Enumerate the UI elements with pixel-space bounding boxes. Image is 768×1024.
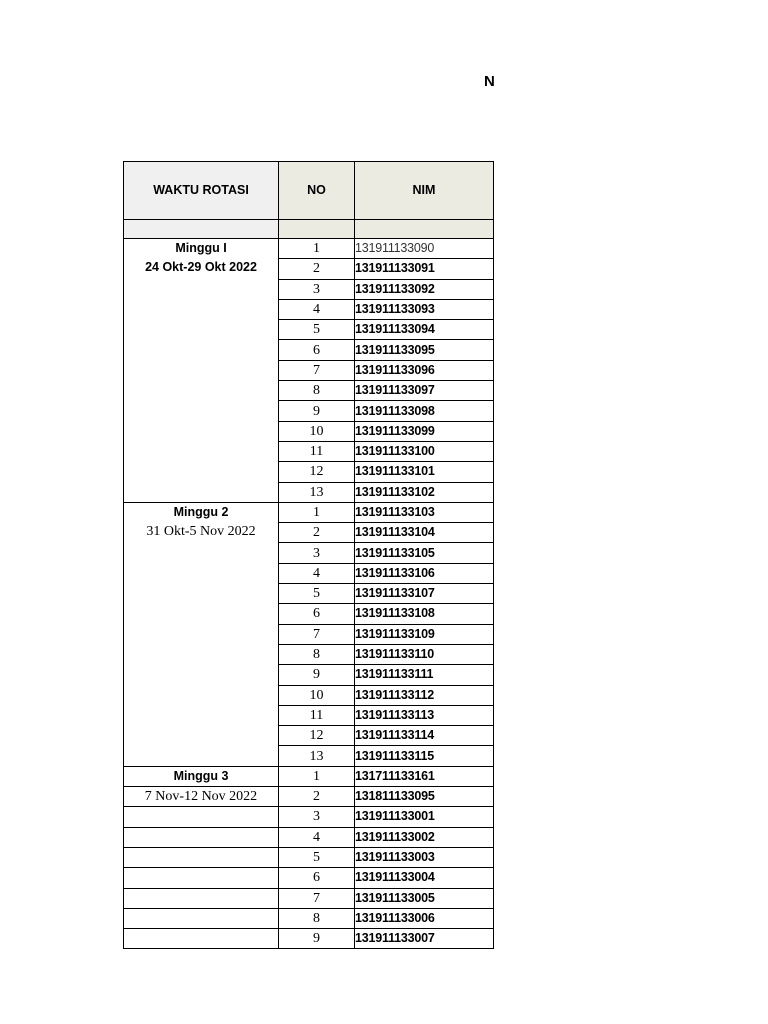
row-number: 3 xyxy=(279,543,355,563)
week-dates: 7 Nov-12 Nov 2022 xyxy=(124,787,279,807)
spacer-row xyxy=(124,220,494,239)
row-nim: 131911133099 xyxy=(355,421,494,441)
page-heading-letter: N xyxy=(484,73,495,90)
row-nim: 131911133108 xyxy=(355,604,494,624)
week-label: Minggu I xyxy=(175,241,227,255)
table-row xyxy=(124,787,494,807)
row-number: 6 xyxy=(279,604,355,624)
week-dates: 31 Okt-5 Nov 2022 xyxy=(146,523,256,539)
row-number: 7 xyxy=(279,360,355,380)
row-nim: 131911133113 xyxy=(355,705,494,725)
row-nim: 131911133003 xyxy=(355,847,494,867)
row-nim: 131911133109 xyxy=(355,624,494,644)
row-nim: 131911133001 xyxy=(355,807,494,827)
table-row xyxy=(124,807,494,827)
table-row xyxy=(124,929,494,949)
row-number: 5 xyxy=(279,584,355,604)
row-nim: 131811133095 xyxy=(355,787,494,807)
row-nim: 131911133106 xyxy=(355,563,494,583)
row-number: 13 xyxy=(279,482,355,502)
row-nim: 131911133100 xyxy=(355,441,494,461)
row-number: 9 xyxy=(279,929,355,949)
row-number: 5 xyxy=(279,320,355,340)
row-number: 4 xyxy=(279,299,355,319)
row-number: 4 xyxy=(279,563,355,583)
week-dates: 24 Okt-29 Okt 2022 xyxy=(145,260,257,274)
row-number: 3 xyxy=(279,279,355,299)
header-waktu-rotasi: WAKTU ROTASI xyxy=(124,162,279,220)
empty-cell xyxy=(124,908,279,928)
rotation-table xyxy=(123,161,494,949)
row-nim: 131911133002 xyxy=(355,827,494,847)
row-number: 12 xyxy=(279,726,355,746)
row-number: 9 xyxy=(279,665,355,685)
row-number: 11 xyxy=(279,705,355,725)
row-nim: 131911133093 xyxy=(355,299,494,319)
week-cell xyxy=(124,239,279,503)
header-no: NO xyxy=(279,162,355,220)
row-number: 8 xyxy=(279,644,355,664)
empty-cell xyxy=(124,888,279,908)
row-nim: 131911133104 xyxy=(355,523,494,543)
row-number: 7 xyxy=(279,888,355,908)
row-nim: 131911133101 xyxy=(355,462,494,482)
empty-cell xyxy=(124,929,279,949)
row-number: 8 xyxy=(279,381,355,401)
row-nim: 131911133005 xyxy=(355,888,494,908)
row-nim: 131911133090 xyxy=(355,239,494,259)
row-nim: 131911133115 xyxy=(355,746,494,766)
row-number: 10 xyxy=(279,421,355,441)
row-number: 6 xyxy=(279,340,355,360)
spacer-cell xyxy=(124,220,279,239)
row-number: 6 xyxy=(279,868,355,888)
row-number: 3 xyxy=(279,807,355,827)
row-number: 5 xyxy=(279,847,355,867)
table-row xyxy=(124,239,494,259)
row-number: 1 xyxy=(279,502,355,522)
row-number: 10 xyxy=(279,685,355,705)
row-number: 13 xyxy=(279,746,355,766)
empty-cell xyxy=(124,847,279,867)
row-nim: 131911133112 xyxy=(355,685,494,705)
table-row xyxy=(124,847,494,867)
row-nim: 131911133006 xyxy=(355,908,494,928)
row-number: 7 xyxy=(279,624,355,644)
table-row xyxy=(124,766,494,786)
row-nim: 131911133105 xyxy=(355,543,494,563)
row-nim: 131911133095 xyxy=(355,340,494,360)
row-nim: 131911133007 xyxy=(355,929,494,949)
week-cell xyxy=(124,766,279,786)
spacer-cell xyxy=(279,220,355,239)
row-nim: 131911133004 xyxy=(355,868,494,888)
header-nim: NIM xyxy=(355,162,494,220)
table-row xyxy=(124,908,494,928)
spacer-cell xyxy=(355,220,494,239)
row-number: 12 xyxy=(279,462,355,482)
row-nim: 131911133092 xyxy=(355,279,494,299)
row-number: 1 xyxy=(279,766,355,786)
row-number: 4 xyxy=(279,827,355,847)
row-nim: 131911133110 xyxy=(355,644,494,664)
table-row xyxy=(124,868,494,888)
table-row xyxy=(124,888,494,908)
row-nim: 131911133098 xyxy=(355,401,494,421)
row-number: 2 xyxy=(279,259,355,279)
week-label: Minggu 3 xyxy=(173,768,229,783)
row-nim: 131911133111 xyxy=(355,665,494,685)
row-nim: 131911133091 xyxy=(355,259,494,279)
row-number: 2 xyxy=(279,523,355,543)
row-nim: 131711133161 xyxy=(355,766,494,786)
header-row xyxy=(124,162,494,220)
row-number: 2 xyxy=(279,787,355,807)
table-row xyxy=(124,502,494,522)
row-nim: 131911133102 xyxy=(355,482,494,502)
week-cell xyxy=(124,502,279,766)
row-number: 8 xyxy=(279,908,355,928)
row-nim: 131911133114 xyxy=(355,726,494,746)
table-row xyxy=(124,827,494,847)
row-nim: 131911133097 xyxy=(355,381,494,401)
row-nim: 131911133107 xyxy=(355,584,494,604)
row-nim: 131911133103 xyxy=(355,502,494,522)
empty-cell xyxy=(124,868,279,888)
empty-cell xyxy=(124,827,279,847)
row-number: 9 xyxy=(279,401,355,421)
row-nim: 131911133094 xyxy=(355,320,494,340)
row-number: 1 xyxy=(279,239,355,259)
row-number: 11 xyxy=(279,441,355,461)
row-nim: 131911133096 xyxy=(355,360,494,380)
week-label: Minggu 2 xyxy=(173,504,229,519)
empty-cell xyxy=(124,807,279,827)
